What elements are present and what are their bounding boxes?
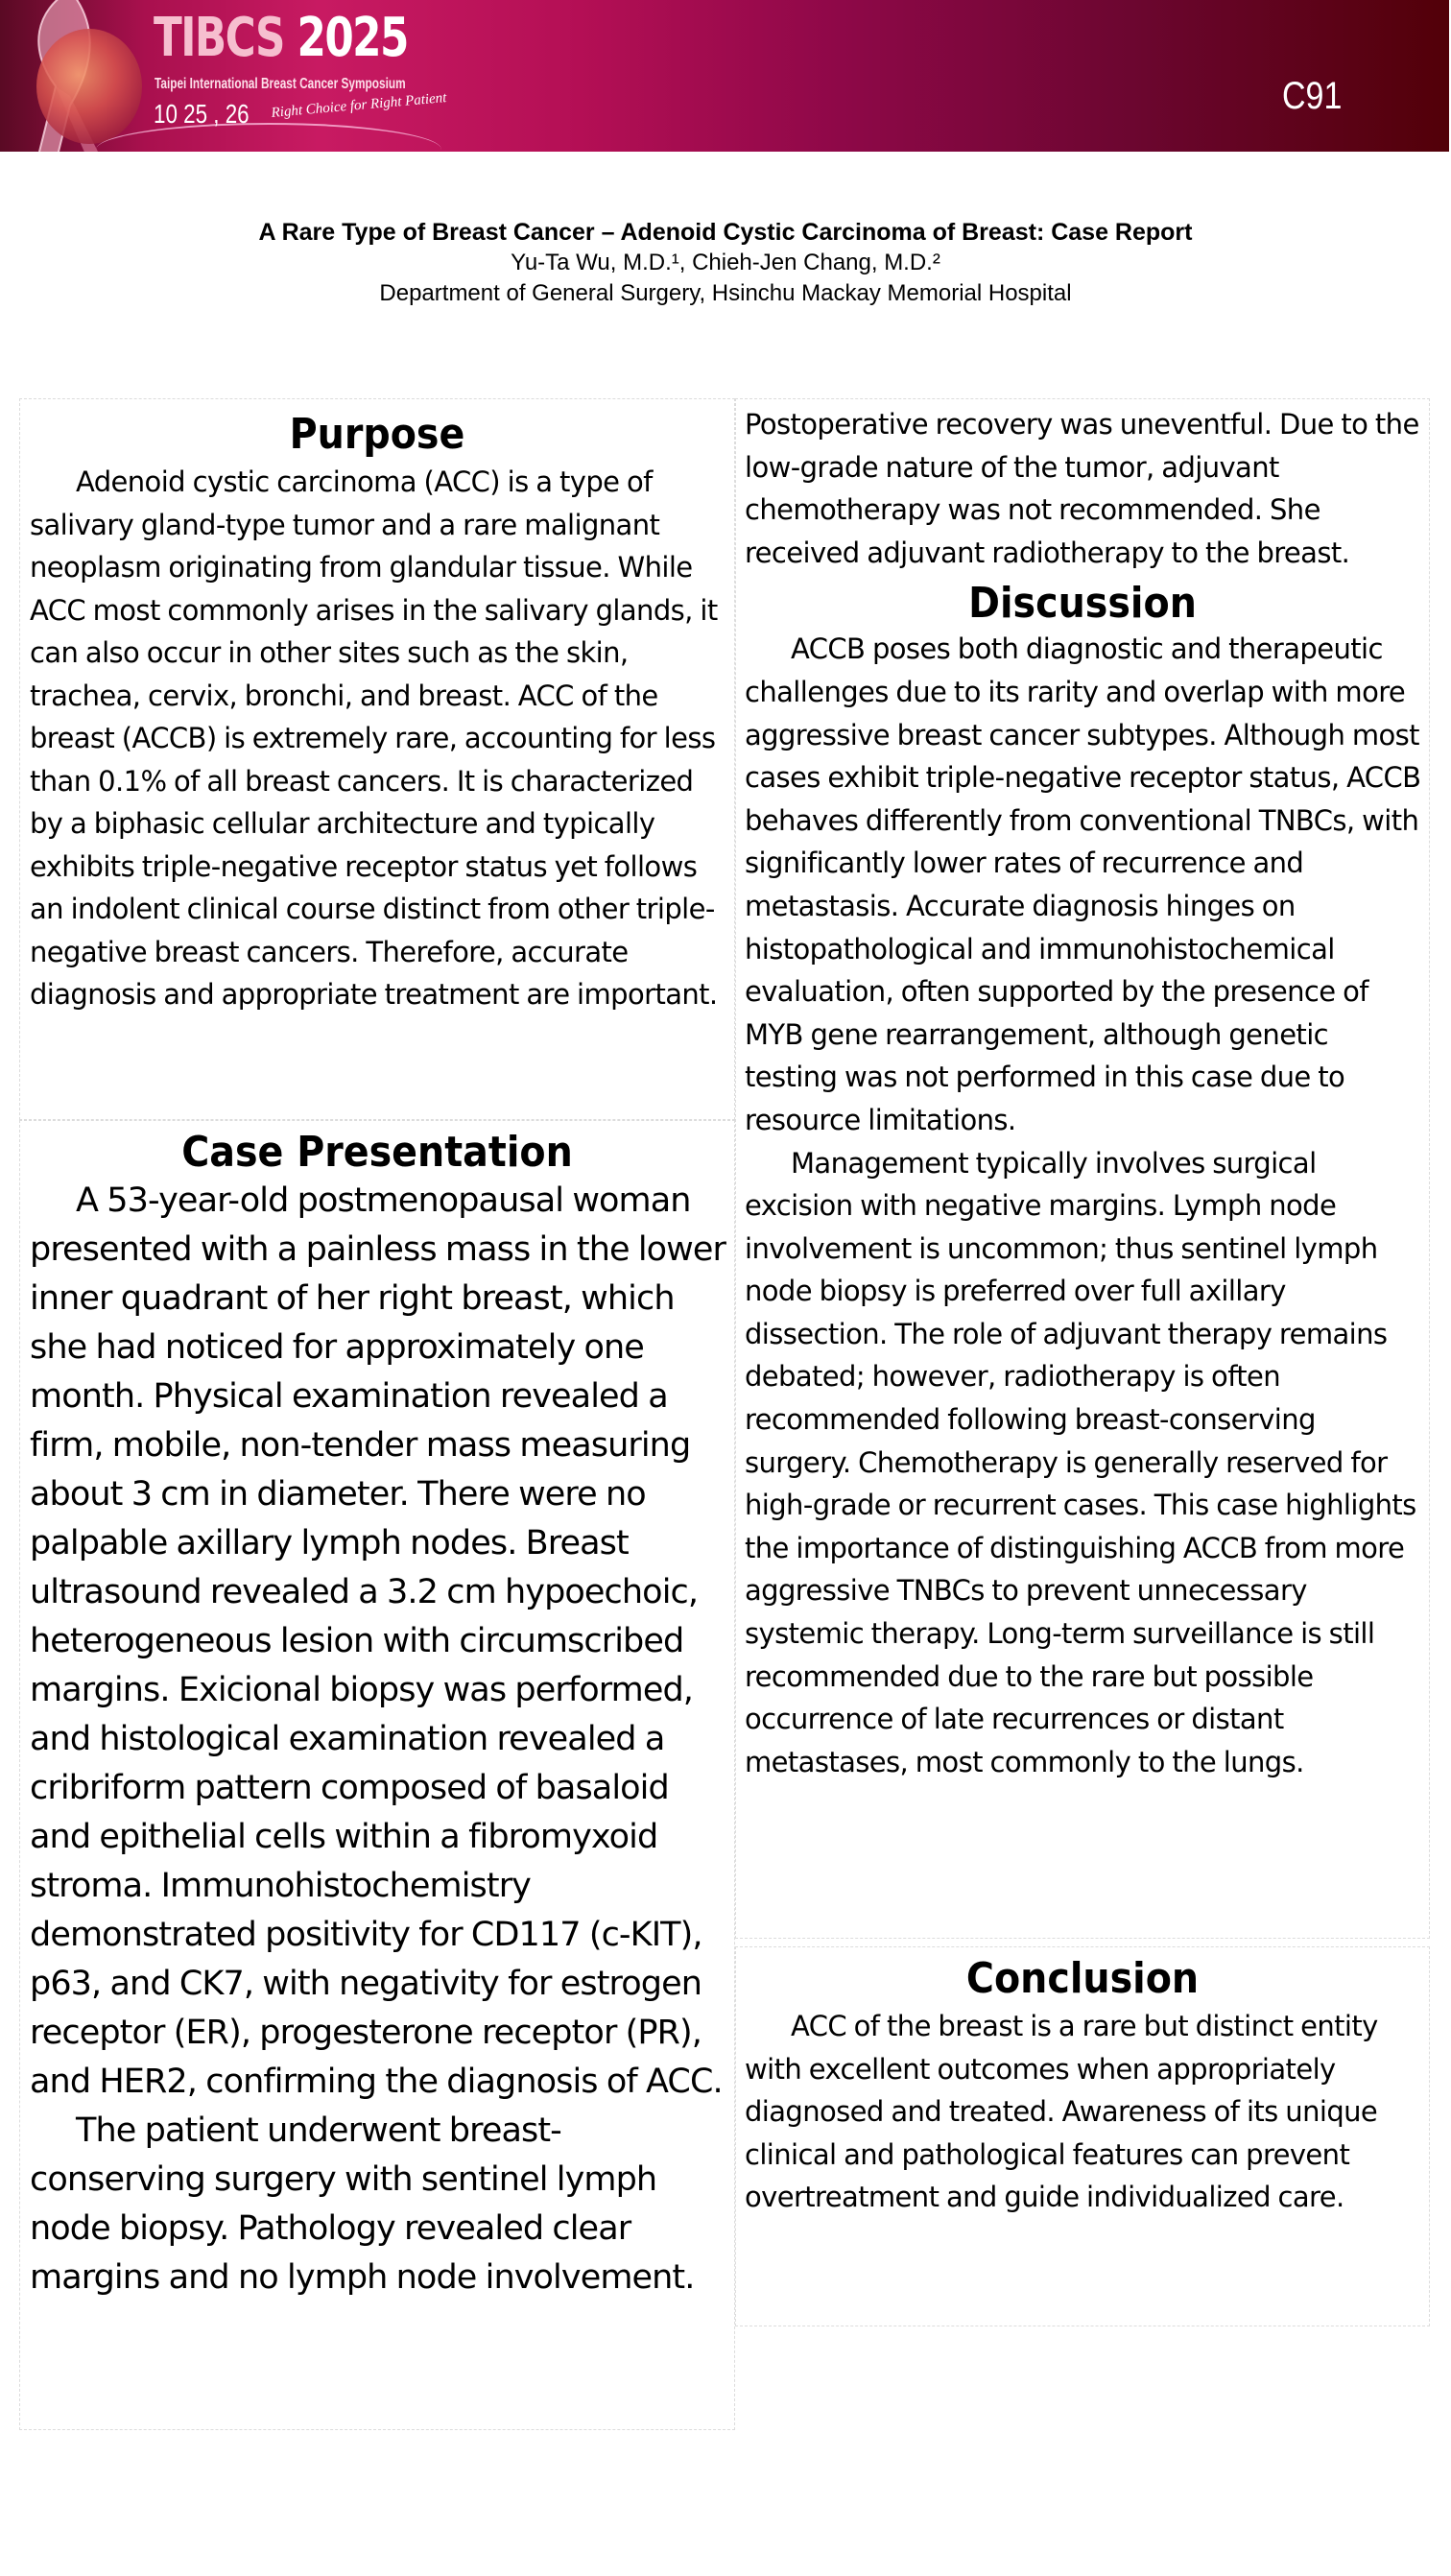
section-title-conclusion: Conclusion — [965, 1954, 1200, 2003]
conference-banner — [0, 0, 1449, 152]
case-paragraph-2: The patient underwent breast-conserving surgery with sentinel lymph node biopsy. Pathology revealed clear margins and no lymph node involvement. — [30, 2111, 695, 2297]
discussion-paragraph-1: ACCB poses both diagnostic and therapeutic challenges due to its rarity and overlap with more aggressive breast cancer subtypes. Although most cases exhibit triple-negative receptor status, ACCB behaves differently from conventional TNBCs, with significantly lower rates of recurrence and metastasis. Accurate diagnosis hinges on histopathological and immunohistochemical evaluation, often supported by the presence of MYB gene rearrangement, although genetic testing was not performed in this case due to resource limitations. — [745, 632, 1421, 1136]
poster-header — [0, 217, 1451, 309]
logo-slogan: Right Choice for Right Patient — [271, 90, 448, 121]
conclusion-section — [735, 1946, 1430, 2326]
logo-date: 10 25 , 26 — [154, 99, 250, 129]
poster-department: Department of General Surgery, Hsinchu Mackay Memorial Hospital — [379, 280, 1072, 306]
logo-title-tibcs: TIBCS — [154, 7, 284, 69]
logo-title-year: 2025 — [297, 7, 408, 69]
purpose-paragraph: Adenoid cystic carcinoma (ACC) is a type of salivary gland-type tumor and a rare malignant neoplasm originating from glandular tissue. While ACC most commonly arises in the salivary glands, it can also occur in other sites such as the skin, trachea, cervix, bronchi, and breast. ACC of the breast (ACCB) is extremely rare, accounting for less than 0.1% of all breast cancers. It is characterized by a biphasic cellular architecture and typically exhibits triple-negative receptor status yet follows an indolent clinical course distinct from other triple-negative breast cancers. Therefore, accurate diagnosis and appropriate treatment are important. — [30, 465, 718, 1011]
section-title-case-presentation: Case Presentation — [181, 1128, 573, 1177]
logo-subtitle: Taipei International Breast Cancer Symposium — [155, 76, 406, 92]
poster-title: A Rare Type of Breast Cancer – Adenoid Cystic Carcinoma of Breast: Case Report — [258, 219, 1193, 246]
case-paragraph-1: A 53-year-old postmenopausal woman presented with a painless mass in the lower inner quadrant of her right breast, which she had noticed for approximately one month. Physical examination revealed a firm, mobile, non-tender mass measuring about 3 cm in diameter. There were no palpable axillary lymph nodes. Breast ultrasound revealed a 3.2 cm hypoechoic, heterogeneous lesion with circumscribed margins. Exicional biopsy was performed, and histological examination revealed a cribriform pattern composed of basaloid and epithelial cells within a fibromyxoid stroma. Immunohistochemistry demonstrated positivity for CD117 (c-KIT), p63, and CK7, with negativity for estrogen receptor (ER), progesterone receptor (PR), and HER2, confirming the diagnosis of ACC. — [30, 1181, 726, 2101]
conclusion-paragraph: ACC of the breast is a rare but distinct entity with excellent outcomes when appropriately diagnosed and treated. Awareness of its unique clinical and pathological features can prevent overtreatment and guide individualized care. — [745, 2010, 1378, 2214]
section-title-discussion: Discussion — [968, 579, 1197, 629]
logo-title — [154, 7, 408, 69]
section-title-purpose: Purpose — [289, 410, 465, 459]
poster-id: C91 — [1282, 75, 1343, 117]
discussion-section — [735, 398, 1430, 1939]
case-continuation-paragraph: Postoperative recovery was uneventful. Due to the low-grade nature of the tumor, adjuvant chemotherapy was not recommended. She received adjuvant radiotherapy to the breast. — [745, 408, 1419, 569]
light-swoosh-graphic — [96, 123, 441, 150]
discussion-paragraph-2: Management typically involves surgical excision with negative margins. Lymph node involvement is uncommon; thus sentinel lymph node biopsy is preferred over full axillary dissection. The role of adjuvant therapy remains debated; however, radiotherapy is often recommended following breast-conserving surgery. Chemotherapy is generally reserved for high-grade or recurrent cases. This case highlights the importance of distinguishing ACCB from more aggressive TNBCs to prevent unnecessary systemic therapy. Long-term surveillance is still recommended due to the rare but possible occurrence of late recurrences or distant metastases, most commonly to the lungs. — [745, 1146, 1416, 1778]
purpose-section — [19, 398, 735, 1120]
poster-authors: Yu-Ta Wu, M.D.¹, Chieh-Jen Chang, M.D.² — [511, 250, 940, 275]
globe-graphic — [36, 29, 142, 144]
case-presentation-section — [19, 1120, 735, 2430]
